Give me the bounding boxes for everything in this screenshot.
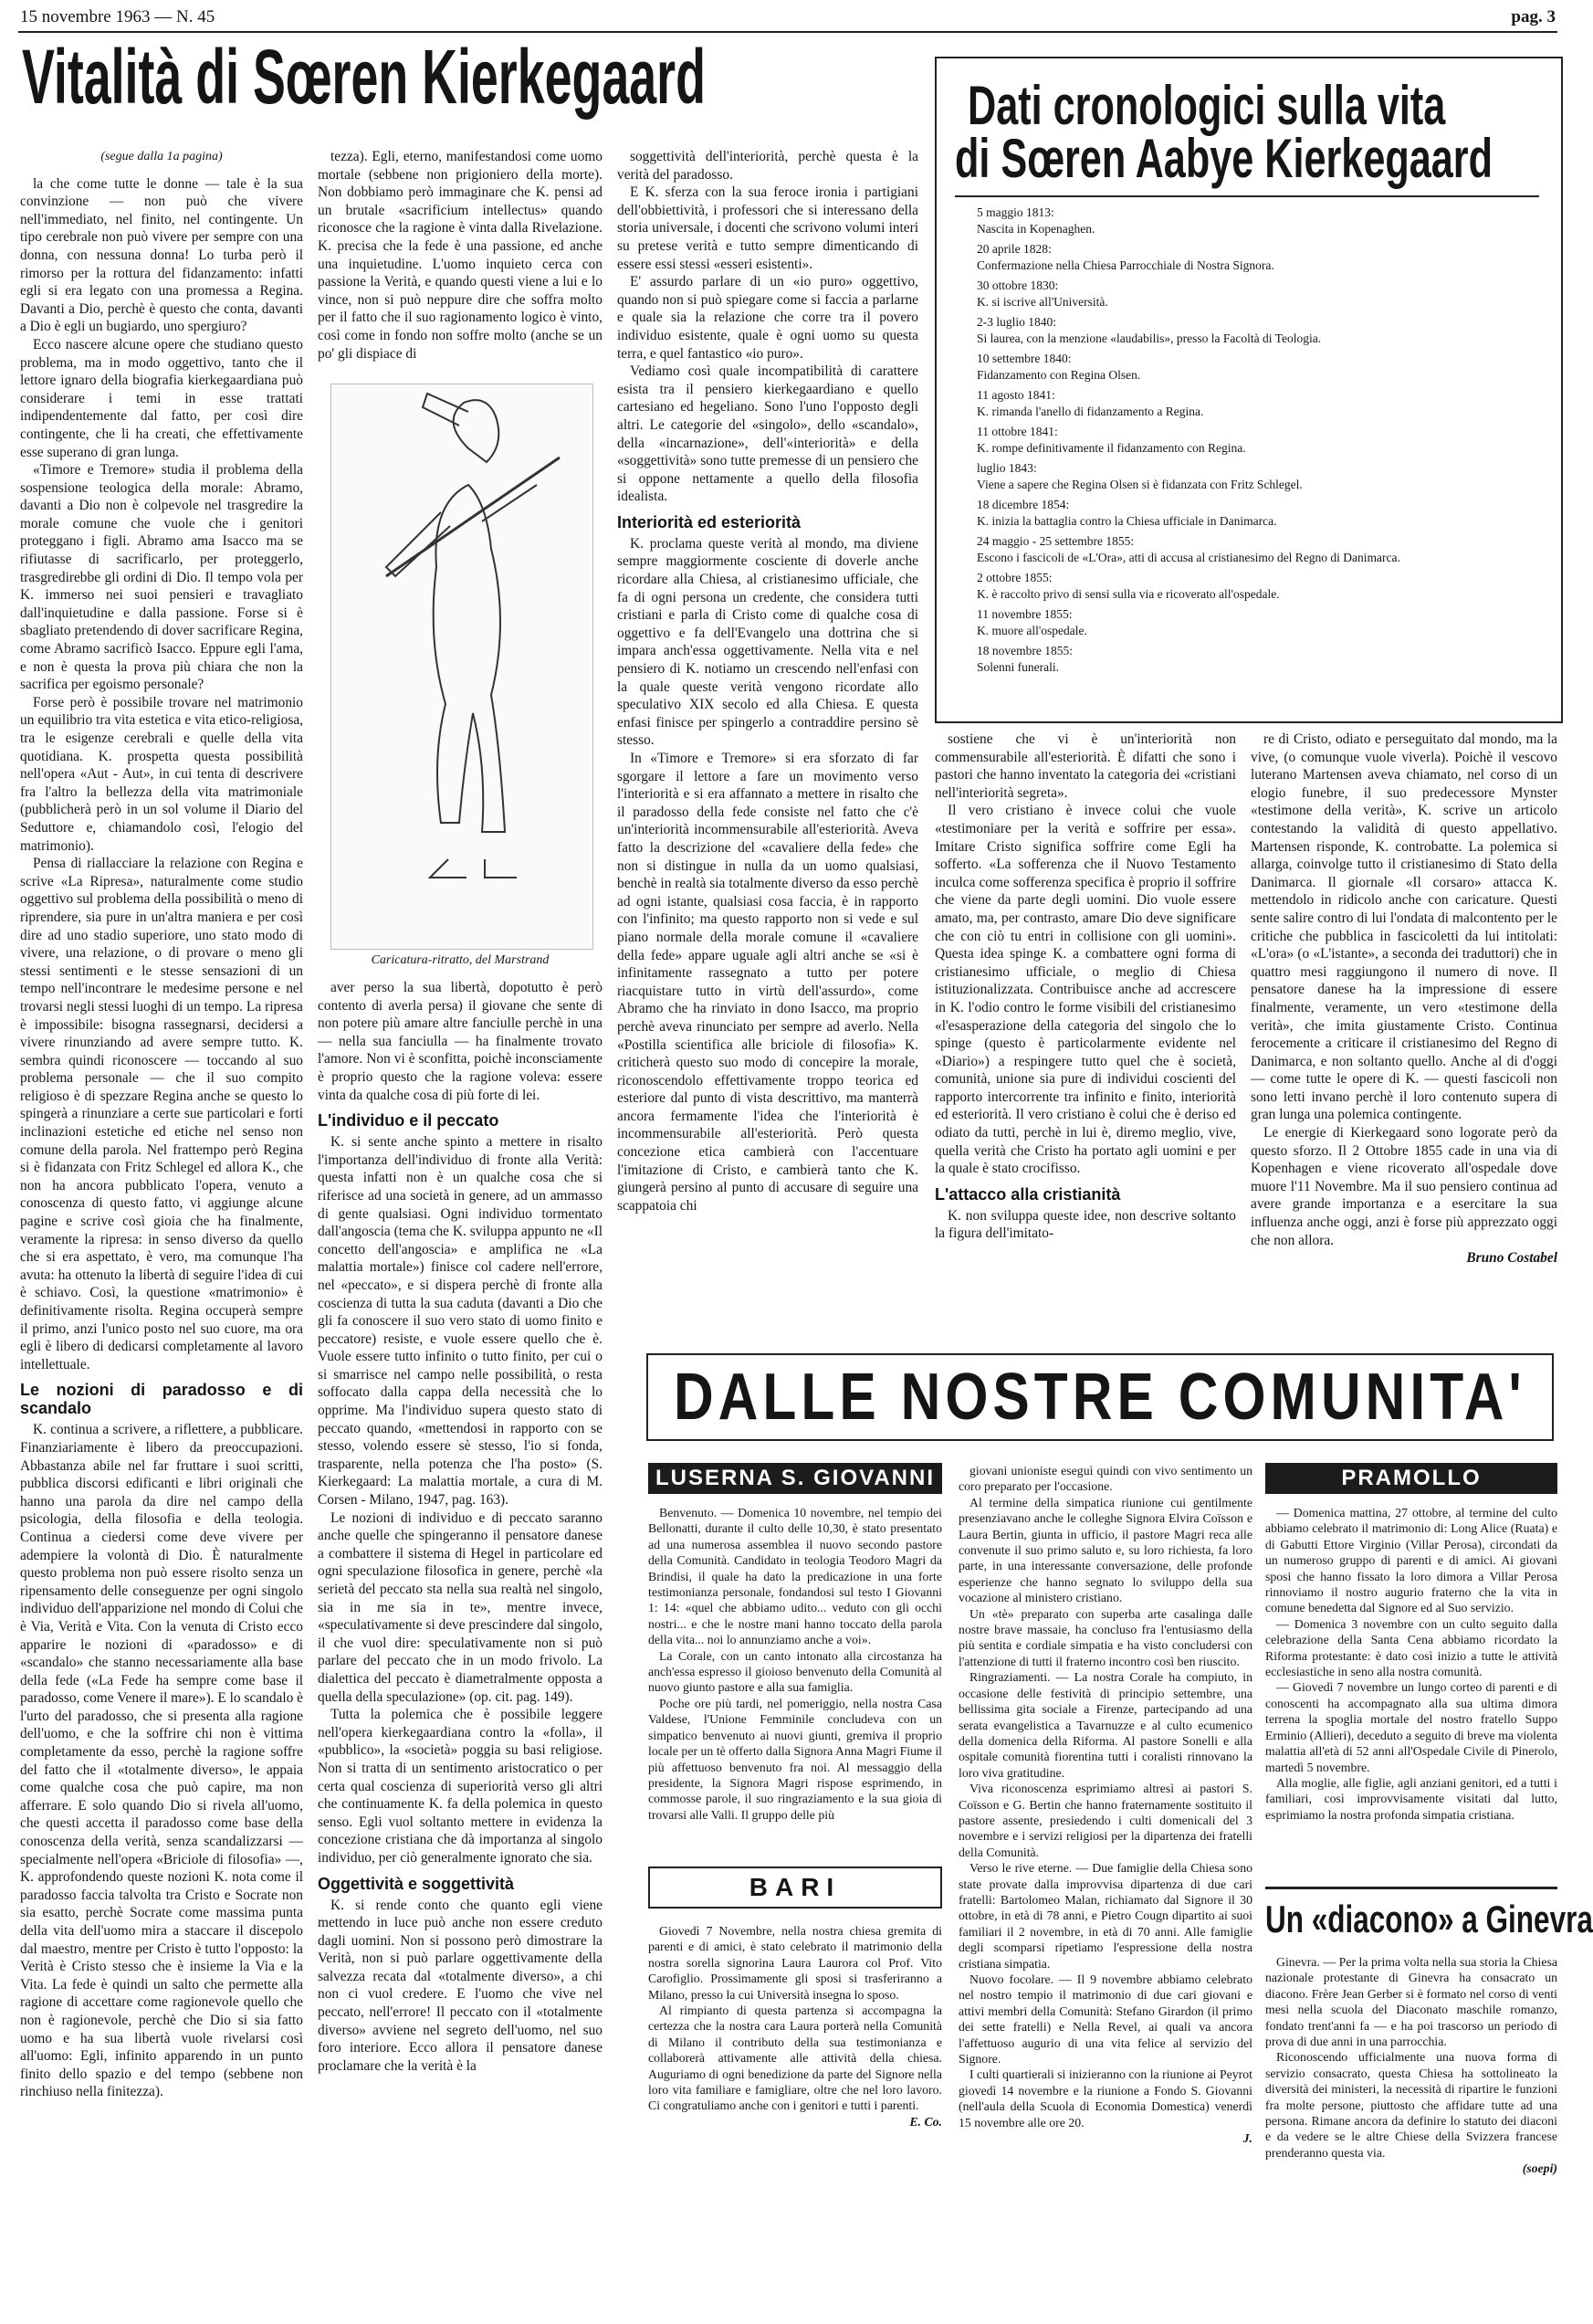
- article-paragraph: K. non sviluppa queste idee, non descrive soltanto la figura dell'imitato-: [935, 1207, 1236, 1242]
- article-paragraph: la che come tutte le donne — tale è la sua convinzione — non può che vivere nell'immediato, nel finito, nel contingente. Un tipo cerebrale non può vivere per sempre con una donna, con nessuna donna! Lo turba però il rimorso per la rottura del fidanzamento: infatti egli si era legato con una promessa a Regina. Davanti a Dio, perchè è questo che conta, davanti a Dio è egli un bugiardo, uno spergiuro?: [20, 175, 303, 335]
- article-paragraph: K. continua a scrivere, a riflettere, a pubblicare. Finanziariamente è libero da preoccupazioni. Abbastanza abile nel far fruttare i suoi scritti, pubblica discorsi edificanti e libri originali che hanno una parola da dire nel campo della psicologia, della filosofia e della teologia. Continua a ciedersi come deve vivere per adempiere la volontà di Dio. È naturalmente questo problema non può essere risolto senza un ripensamento delle conseguenze per ogni singolo individuo dell'apparizione nel mondo di Colui che è Via, Verità e Vita. Con la venuta di Cristo ecco apparire le nozioni di «paradosso» e di «scandalo» che stanno necessariamente alla base della fede («La Fede ha sempre come base il paradosso, come Venere il mare»). E lo scandalo è l'urto del paradosso, che si presenta alla ragione dell'uomo, e che la soffrire chi non è vittima completamente da esso, perchè la ragione soffre del fatto che il «totalmente diverso», le appaia come qualche cosa che può capire, ma non afferrare. E solo quando Dio si rivela all'uomo, che questi accetta il paradosso come base della conoscenza della verità, senza scandalizzarsi — specialmente nell'opera «Briciole di filosofia» —, K. approfondendo queste nozioni K. nota come il paradosso faccia talvolta tra Cristo e Socrate non sia esatto, perchè Socrate come massima punta della vita dell'uomo mira a staccare il discepolo dal maestro, mentre per Cristo è tutto l'opposto: la Verità è Cristo stesso che è insieme la Via e la Vita. La fede è quindi un salto che permette alla ragione di accettare come ragionevole quello che non è ragionevole, perchè che Dio si sia fatto uomo e ha sua libertà vuole rivelarsi così all'uomo: Egli, infinito apparendo in un punto finito dello spazio e del tempo (sebbene non rinchiuso nella finitezza).: [20, 1422, 303, 2100]
- page-number: pag. 3: [1511, 7, 1556, 26]
- chronology-date: 5 maggio 1813:: [977, 205, 1054, 219]
- chronology-text: Nascita in Kopenaghen.: [977, 222, 1095, 236]
- pramollo-title: PRAMOLLO: [1265, 1463, 1557, 1494]
- chronology-item: [959, 643, 1539, 676]
- news-paragraph: Un «tè» preparato con superba arte casalinga dalle nostre brave massaie, ha concluso fra l'entusiasmo della più sentita e cordiale simpatia e ha visto concludersi con l'attenzione di tutti il fraterno incontro così ben riuscito.: [959, 1606, 1252, 1668]
- article-column-1: [20, 148, 303, 2100]
- article-paragraph: In «Timore e Tremore» si era sforzato di far sgorgare il lettore a fare un movimento verso l'interiorità e si era affannato a mettere in risalto che il paradosso della fede consiste nel fatto che c'è un'interiorità incommensurabile all'esteriorità. Aveva fatto la descrizione del «cavaliere della fede» che non si distingue in nulla da un uomo qualsiasi, benchè in realtà sia totalmente diverso da esso perchè ad ogni istante, qualsiasi cosa faccia, è in rapporto con l'infinito; ma questo rapporto non si vede e sul piano normale della morale comune il «cavaliere della fede» appare uguale agli altri anche se «si è infinitamente rassegnato a tutto per potere riacquistare tutto in virtù dell'assurdo», come Abramo che ha rinviato in dono Isacco, ma proprio perchè aveva rinunciato per sempre ad averlo. Nella «Postilla scientifica alle briciole di filosofia» K. criticherà questo suo modo di concepire la morale, riconoscendolo effettivamente troppo teorica ed esteriore dal punto di vista descrittivo, ma manterrà ancora fermamente l'idea che l'interiorità è incommensurabile all'esteriorità. Però questa concezione etica cambierà con l'accentuare l'imitazione di Cristo, e cambierà tanto che K. giungerà persino al punto di accusare di seguire una scappatoia chi: [617, 751, 918, 1214]
- article-paragraph: Le energie di Kierkegaard sono logorate però da questo sforzo. Il 2 Ottobre 1855 cade in una via di Kopenhagen e viene ricoverato all'ospedale dove muore l'11 Novembre. Ma il suo pensiero continua ad avere grande importanza e a esercitare la sua influenza anche oggi, anzi è forse più apprezzato oggi che non allora.: [1251, 1125, 1557, 1248]
- article-paragraph: Vediamo così quale incompatibilità di carattere esista tra il pensiero kierkegaardiano e quello cartesiano ed hegeliano. Sono l'uno l'opposto degli altri. Le categorie del «singolo», dello «scandalo», della «incarnazione», dell'«interiorità» e della «soggettività» sono tutte premesse di un pensiero che si oppone nettamente a quello della filosofia idealista.: [617, 363, 918, 505]
- subheading-attacco: L'attacco alla cristianità: [935, 1184, 1121, 1204]
- chronology-item: [959, 460, 1539, 493]
- chronology-text: Confermazione nella Chiesa Parrocchiale di Nostra Signora.: [977, 258, 1274, 272]
- article-paragraph: E K. sferza con la sua feroce ironia i partigiani dell'obbiettività, i professori che si interessano della storia universale, i docenti che scrivono volumi interi su pretese verità e tutto sempre dimenticando di essere essi stessi «esseri esistenti».: [617, 184, 918, 272]
- article-paragraph: Il vero cristiano è invece colui che vuole «testimoniare per la verità e soffrire per essa». Imitare Cristo significa soffrire come Egli ha sofferto. «La sofferenza che il Nuovo Testamento inculca come sofferenza specifica è proprio il soffrire che viene da parte degli uomini. Dio vuole essere amato, ma, per contrasto, amare Dio deve significare che con ciò tu entri in collisione con gli uomini». Questa idea spinge K. a combattere ogni forma di cristianesimo ufficiale, o meglio di Chiesa istituzionalizzata. Contribuisce anche ad accrescere in K. l'odio contro le forme visibili del cristianesimo «l'esasperazione della categoria del singolo che lo spinge (questo è particolarmente evidente nel «Diario») a respingere tutto quel che è società, comunità, unione sia pure di individui coscienti del rapporto intercorrente tra infinito e finito, interiorità ed esteriorità. Il vero cristiano è colui che è deriso ed odiato da tutti, perchè in lui è, diremo meglio, vive, quella verità che Cristo ha portato agli uomini e per la quale è stato crocifisso.: [935, 803, 1236, 1177]
- chronology-title-1: Dati cronologici sulla vita: [968, 75, 1446, 136]
- chronology-rule: [955, 195, 1539, 197]
- bari-column: [648, 1923, 942, 2307]
- news-paragraph: La Corale, con un canto intonato alla circostanza ha anch'essa espresso il gioioso benvenuto della Comunità al nuovo giunto pastore e alla sua famiglia.: [648, 1648, 942, 1695]
- bari-signature: E. Co.: [909, 2114, 942, 2129]
- ginevra-signature: (soepi): [1522, 2161, 1557, 2176]
- article-column-2-bottom: [318, 979, 603, 2074]
- chronology-date: 18 novembre 1855:: [977, 644, 1073, 657]
- article-column-2-top: [318, 148, 603, 381]
- issue-date: 15 novembre 1963 — N. 45: [20, 7, 215, 26]
- article-paragraph: Pensa di riallacciare la relazione con Regina e scrive «La Ripresa», naturalmente come studio oggettivo sul problema della possibilità o meno di riprendere, sia pure in un'altra maniera e per così dire ad uno stadio superiore, uno stato modo di vivere, una relazione, o di provare o meno gli stessi sentimenti e le stesse sensazioni di un tempo nell'incontrare le medesime persone e nel trovarsi negli stessi luoghi di un tempo. La ripresa è impossibile: bisogna rassegnarsi, decidersi a vivere rinunziando ad avere sempre tutto. K. sembra quindi riconoscere — toccando al suo problema personale — che il suo compito religioso è di spezzare Regina anche se questo lo spingerà a rinunziare a certe sue particolari e forti inclinazioni estetiche ed etiche nel senso non comune della parola. Nel frattempo però Regina si è fidanzata con Fritz Schlegel ed allora K., che non ha ancora pubblicato l'opera, venuto a conoscenza di questo fatto, vi aggiunge alcune pagine e scrive così gioia che ha finalmente, veramente la ripresa: in senso diverso da quello che si era aspettato, è vero, ma comunque l'ha avuta: ha ottenuto la libertà di seguire l'idea di cui è schiavo. Così, la questione «matrimonio» è definitivamente risolta. Regina occuperà sempre il primo, anzi l'unico posto nel suo cuore, ma ora egli è libero di dedicarsi completamente al lavoro intellettuale.: [20, 856, 303, 1372]
- subheading-individuo: L'individuo e il peccato: [318, 1111, 499, 1130]
- chronology-date: 20 aprile 1828:: [977, 242, 1052, 256]
- middle-signature: J.: [1242, 2131, 1252, 2146]
- article-paragraph: Le nozioni di individuo e di peccato saranno anche quelle che spingeranno il pensatore danese a combattere il sistema di Hegel in particolare ed ogni speculazione filosofica in genere, perchè «la serietà del peccato sta nella sua realtà nel singolo, sia in me sia in te», mentre invece, «speculativamente si deve prescindere dal singolo, il che vuol dire: speculativamente non si può parlare del peccato che in un modo frivolo. La dialettica del peccato è diametralmente opposta a quella della speculazione» (op. cit. pag. 149).: [318, 1509, 603, 1705]
- chronology-text: K. si iscrive all'Università.: [977, 295, 1108, 309]
- news-paragraph: giovani unioniste eseguì quindi con vivo sentimento un coro preparato per l'occasione.: [959, 1464, 1252, 1494]
- chronology-text: Escono i fascicoli de «L'Ora», atti di accusa al cristianesimo del Regno di Danimarca.: [977, 551, 1400, 564]
- luserna-column: [648, 1505, 942, 1843]
- ginevra-title: Un «diacono» a Ginevra: [1265, 1898, 1593, 1940]
- chronology-date: 11 agosto 1841:: [977, 388, 1055, 402]
- subheading-interiorita: Interiorità ed esteriorità: [617, 512, 802, 531]
- chronology-box: [935, 57, 1563, 723]
- news-paragraph: Alla moglie, alle figlie, agli anziani genitori, ed a tutti i familiari, così improvvisamente visitati dal lutto, esprimiamo la nostra profonda simpatia cristiana.: [1265, 1775, 1557, 1822]
- chronology-item: [959, 278, 1539, 310]
- chronology-date: 2-3 luglio 1840:: [977, 315, 1056, 329]
- article-paragraph: sostiene che vi è un'interiorità non commensurabile all'esteriorità. È difatti che sono i pastori che hanno inventato la categoria dei «cristiani nell'interiorità segreta».: [935, 731, 1236, 801]
- news-paragraph: Ginevra. — Per la prima volta nella sua storia la Chiesa nazionale protestante di Ginevra ha consacrato un diacono. Frère Jean Gerber si è formato nel corso di venti mesi nella scuola del Diaconato maschile romanzo, fondato trent'anni fa — e ha poi trascorso un periodo di prova di due anni in una parrocchia.: [1265, 1955, 1557, 2049]
- communities-banner: DALLE NOSTRE COMUNITA': [674, 1361, 1526, 1434]
- news-paragraph: Poche ore più tardi, nel pomeriggio, nella nostra Casa Valdese, l'Unione Femminile concludeva con un simpatico benvenuto ai nuovi giunti, gremiva il proprio locale per un tè offerto dalla Signora Anna Magri Fiume il più affettuoso benvenuto fra noi. Al messaggio della presidente, la Signora Magri rispose esprimendo, in commosse parole, il suo ringraziamento e la sua gioia di trovarsi alle Valli. Il gruppo delle più: [648, 1696, 942, 1822]
- ginevra-column: [1265, 1954, 1557, 2310]
- chronology-item: [959, 351, 1539, 384]
- article-paragraph: tezza). Egli, eterno, manifestandosi come uomo mortale (sebbene non prigioniero della morte). Non dobbiamo però immaginare che K. pensi ad un brutale «sacrificium intellectus» quando riconosce che la ragione è vinta dalla Rivelazione. K. precisa che la fede è una passione, ed anche una inquietudine. L'uomo inquieto cerca con passione la Verità, e quando questi viene a lui e lo vince, non si può neppure dire che soffra molto per il fatto che il suo ragionamento logico è vinto, così come in fondo non soffre molto (anche se un po' gli dispiace di: [318, 149, 603, 362]
- article-column-3: [617, 148, 918, 1285]
- pramollo-column: [1265, 1505, 1557, 1879]
- article-paragraph: K. si sente anche spinto a mettere in risalto l'importanza dell'individuo di fronte alla Verità: questa infatti non è un qualche cosa che si riferisce ad una società in genere, ad un ammasso di gente qualsiasi. Ogni individuo tormentato dall'angoscia (tema che K. sviluppa appunto ne «Il concetto dell'angoscia» e amplifica ne «La malattia mortale») finisce col cadere nell'errore, nel «peccato», e si dispera perchè di fronte alla coscienza di tutta la sua caduta (davanti a Dio che gli fa conoscere il suo vero stato di uomo finito e peccatore) resiste, e vuole essere quello che è. Vuole essere tutto infinito o tutto finito, per cui o si smarrisce nel campo nelle possibilità, o resta soffocato dalla cappa della necessità che lo opprime. Ma l'individuo supera questo stato di peccato quando, «mettendosi in rapporto con se stesso, volendo essere sè stesso, l'io si fonda, trasparente, nella potenza che l'ha posto» (S. Kierkegaard: La malattia mortale, a cura di M. Corsen - Milano, 1947, pag. 163).: [318, 1134, 603, 1509]
- chronology-item: [959, 533, 1539, 566]
- bari-title: BARI: [648, 1867, 942, 1909]
- news-paragraph: Viva riconoscenza esprimiamo altresì ai pastori S. Coïsson e G. Bertin che hanno fraternamente sostituito il pastore assente, presiedendo i culti domenicali del 3 novembre e i servizi religiosi per la dipartenza dei fratelli della Comunità.: [959, 1782, 1252, 1859]
- section-rule: [1265, 1887, 1557, 1889]
- article-paragraph: «Timore e Tremore» studia il problema della sospensione teologica della morale: Abramo, davanti a Dio non è colpevole nel trasgredire la morale comune che vuole che i genitori proteggano i figli. Abramo ama Isacco ma se rifiutasse di sacrificarlo, per proteggerlo, trasgredirebbe gli ordini di Dio. Il tempo vola per K. immerso nei suoi pensieri e travagliato dall'inquietudine e dalla passione. Forse si è sbagliato pretendendo di dover sacrificare Regina, come Abramo sacrificò Isacco. Eppure egli l'ama, e non è questa la prova più chiara che non la sacrifica per egoismo personale?: [20, 462, 303, 693]
- chronology-date: 18 dicembre 1854:: [977, 498, 1070, 511]
- chronology-item: [959, 387, 1539, 420]
- chronology-text: K. muore all'ospedale.: [977, 624, 1087, 637]
- chronology-date: 11 novembre 1855:: [977, 607, 1073, 621]
- chronology-text: K. rompe definitivamente il fidanzamento con Regina.: [977, 441, 1246, 455]
- chronology-text: K. inizia la battaglia contro la Chiesa ufficiale in Danimarca.: [977, 514, 1277, 528]
- chronology-item: [959, 570, 1539, 603]
- subheading-paradosso: Le nozioni di paradosso e di scandalo: [20, 1381, 303, 1418]
- news-paragraph: Al rimpianto di questa partenza si accompagna la certezza che la nostra cara Laura porterà nella Comunità di Milano il contributo della sua testimonianza e collaborerà attivamente alle attività della chiesa. Auguriamo di ogni benedizione da parte del Signore nella loro vita familiare e famigliare, oltre che nel loro lavoro. Ci congratuliamo anche con i genitori e tutti i parenti.: [648, 2003, 942, 2113]
- article-paragraph: Tutta la polemica che è possibile leggere nell'opera kierkegaardiana contro la «folla», il «pubblico», la «società» poggia su basi religiose. Non si tratta di un sentimento aristocratico o per certa qual coscienza di superiorità verso gli altri che continuamente K. fa della polemica in questo senso. Egli vuol soltanto mettere in evidenza la concezione cristiana che dà importanza al singolo individuo, per ciò generalmente ignorato che sia.: [318, 1707, 603, 1866]
- article-paragraph: K. proclama queste verità al mondo, ma diviene sempre maggiormente cosciente di doverle anche ricordare alla Chiesa, al cristianesimo ufficiale, che fa di ogni persona un credente, che considera tutti cristiani e parla di Cristo come di qualche cosa di oggettivo e fa dell'Evangelo una dottrina che si impara anch'essa oggettivamente. Nella vita e nel pensiero di K. notiamo un crescendo nell'enfasi con la quale queste verità vengono ricordate allo speculativo XIX secolo ed alla Chiesa. E questa enfasi finisce per spingerlo a contraddire persino sè stesso.: [617, 535, 918, 749]
- news-paragraph: Riconoscendo ufficialmente una nuova forma di servizio consacrato, questa Chiesa ha sottolineato la diversità dei ministeri, la necessità di ripartire le funzioni fra molte persone, piuttosto che affidare tutte ad una persona. Rimane ancora da definire lo statuto dei diaconi e da vedere se le altre Chiese della Svizzera francese prenderanno questa via.: [1265, 2050, 1557, 2160]
- luserna-title: LUSERNA S. GIOVANNI: [648, 1463, 942, 1494]
- figure-caption: Caricatura-ritratto, del Marstrand: [371, 953, 550, 967]
- article-paragraph: Ecco nascere alcune opere che studiano questo problema, ma in modo oggettivo, tanto che il lettore ignaro della biografia kierkegaardiana può considerare i temi in esse trattati indipendentemente dal fatto, per così dire contingente, che li ha creati, che effettivamente esse superano di gran lunga.: [20, 336, 303, 460]
- chronology-date: 24 maggio - 25 settembre 1855:: [977, 534, 1135, 548]
- chronology-text: Viene a sapere che Regina Olsen si è fidanzata con Fritz Schlegel.: [977, 478, 1303, 491]
- news-paragraph: Giovedì 7 Novembre, nella nostra chiesa gremita di parenti e di amici, è stato celebrato il matrimonio della nostra sorella signorina Laura Laurora col Prof. Vito Carofiglio. Prossimamente gli sposi si trasferiranno a Milano, presso la cui Università insegna lo sposo.: [648, 1924, 942, 2002]
- chronology-text: Fidanzamento con Regina Olsen.: [977, 368, 1141, 382]
- news-paragraph: Benvenuto. — Domenica 10 novembre, nel tempio dei Bellonatti, durante il culto delle 10,30, è stato presentato ad una numerosa assemblea il nuovo secondo pastore della Comunità. Candidato in teologia Teodoro Magri da Brindisi, il quale ha dato la predicazione in una forte testimonianza personale, fondandosi sul testo I Giovanni 1: 14: «quel che abbiamo udito... veduto con gli occhi nostri... e che le nostre mani hanno toccato della parola della vita... noi lo annunziamo anche a voi».: [648, 1506, 942, 1647]
- article-paragraph: Forse però è possibile trovare nel matrimonio un equilibrio tra vita estetica e vita etico-religiosa, tra le esigenze cerebrali e quelle della vita quotidiana. K. prospetta questa possibilità nell'opera «Aut - Aut», in cui tenta di descrivere fra l'altro la bellezza della vita matrimoniale (pubblicherà però in un sol volume il Diario del Seduttore e, chiamandolo così, l'elogio del matrimonio).: [20, 694, 303, 854]
- chronology-item: [959, 241, 1539, 274]
- chronology-item: [959, 314, 1539, 347]
- article-column-4: [935, 731, 1236, 1285]
- chronology-text: Si laurea, con la menzione «laudabilis», presso la Facoltà di Teologia.: [977, 331, 1322, 345]
- chronology-text: K. è raccolto privo di sensi sulla via e ricoverato all'ospedale.: [977, 587, 1280, 601]
- continued-note: (segue dalla 1a pagina): [100, 150, 223, 163]
- header-rule: [18, 31, 1557, 33]
- news-paragraph: I culti quartierali si inizieranno con la riunione ai Peyrot giovedì 14 novembre e la riunione a Fondo S. Giovanni (nell'aula della Scuola di Economia Domestica) venerdì 15 novembre alle ore 20.: [959, 2067, 1252, 2129]
- chronology-item: [959, 606, 1539, 639]
- caricature-figure: [330, 384, 593, 950]
- news-paragraph: — Giovedì 7 novembre un lungo corteo di parenti e di conoscenti ha accompagnato alla sua ultima dimora terrena la spoglia mortale del nostro fratello Suppo Erminio (Allieri), deceduto a seguito di breve ma violenta malattia all'età di 52 anni all'Ospedale Civile di Pinerolo, martedì 5 novembre.: [1265, 1680, 1557, 1774]
- chronology-text: K. rimanda l'anello di fidanzamento a Regina.: [977, 405, 1204, 418]
- article-paragraph: K. si rende conto che quanto egli viene mettendo in luce può anche non essere creduto dagli uomini. Non si possono però dimostrare la Verità, non si può parlare oggettivamente della salvezza recata dal «totalmente diverso», a chi non ci vuol credere. E l'uomo che vive nel peccato, nell'errore! Il peccato con il «totalmente diverso» avviene nel segreto dell'uomo, nel suo foro interiore. Ecco allora il pensatore danese proclamare che la verità è la: [318, 1897, 603, 2074]
- middle-column: [959, 1463, 1252, 2303]
- chronology-item: [959, 424, 1539, 457]
- kierkegaard-caricature-icon: [331, 384, 592, 949]
- chronology-date: 10 settembre 1840:: [977, 352, 1072, 365]
- author-signature: Bruno Costabel: [1466, 1250, 1557, 1267]
- news-paragraph: Nuovo focolare. — Il 9 novembre abbiamo celebrato nel nostro tempio il matrimonio di due cari giovani e attivi membri della Comunità: Stefano Girardon (il primo dei sette fratelli) e Nella Revel, ai quali va ancora l'affettuoso augurio di una vita felice al servizio del Signore.: [959, 1972, 1252, 2066]
- news-paragraph: — Domenica 3 novembre con un culto seguito dalla celebrazione della Santa Cena abbiamo ricordato la Riforma protestante: è dato così inizio a tutte le attività ecclesiastiche in seno alla nostra comunità.: [1265, 1616, 1557, 1679]
- subheading-oggettivita: Oggettività e soggettività: [318, 1874, 515, 1893]
- communities-banner-box: [646, 1353, 1554, 1441]
- chronology-date: 2 ottobre 1855:: [977, 571, 1053, 584]
- news-paragraph: Al termine della simpatica riunione cui gentilmente presenziavano anche le colleghe Signora Elvira Coïsson e Laura Bertin, giunta in ufficio, il pastore Magri reca alle convenute il suo primo saluto e, su loro richiesta, fa loro parte, in una interessante conversazione, delle profonde esperienze che hanno segnato lo sviluppo della sua vocazione al ministero cristiano.: [959, 1495, 1252, 1605]
- main-headline: Vitalità di Sœren Kierkegaard: [22, 34, 706, 120]
- chronology-title-2: di Sœren Aabye Kierkegaard: [955, 128, 1493, 189]
- article-paragraph: re di Cristo, odiato e perseguitato dal mondo, ma la vive, (o comunque vuole viverla). Poichè il vescovo luterano Martensen aveva chiamato, nel corso di un elogio funebre, il suo predecessore Mynster «testimone della verità», K. scrive un articolo contestando la validità di questo appellativo. Martensen risponde, K. controbatte. La polemica si allarga, coinvolge tutto il cristianesimo di Stato della Danimarca. Il giornale «Il corsaro» attacca K. mettendolo in ridicolo anche con caricature. Questi sente salire contro di lui l'ondata di malcontento per le critiche che pubblica in fascicoletti da lui intitolati: «L'ora» (o «L'istante», a seconda dei traduttori) che in quattro mesi raggiungono il numero di nove. Il pensatore danese ha la impressione di essere finalmente, veramente, un vero «testimone della verità», che imita giustamente Cristo. Continua ferocemente a criticare il cristianesimo del Regno di Danimarca, e non soltanto quello. Anche al di d'oggi — come tutte le opere di K. — questi fascicoli non sono letti invano perchè il loro contenuto supera di gran lunga una polemica contingente.: [1251, 731, 1557, 1123]
- news-paragraph: Verso le rive eterne. — Due famiglie della Chiesa sono state provate dalla improvvisa dipartenza di due cari fratelli: Bartolomeo Malan, richiamato dal Signore il 30 ottobre, in età di 78 anni, e Pietro Cougn dipartito ai suoi familiari il 2 novembre, in età di 70 anni. Alle famiglie degli scomparsi ripetiamo l'espressione della nostra cristiana simpatia.: [959, 1861, 1252, 1971]
- article-paragraph: soggettività dell'interiorità, perchè questa è la verità del paradosso.: [617, 149, 918, 183]
- chronology-list: [959, 205, 1539, 679]
- article-column-5: [1251, 731, 1557, 1285]
- news-paragraph: Ringraziamenti. — La nostra Corale ha compiuto, in occasione delle festività di principio settembre, una bellissima gita sociale a Firenze, partecipando ad una serata evangelistica a Tavarnuzze e al culto ecumenico della domenica della Riforma. Al pastore Sonelli e alla ospitale comunità fiorentina tutti i coralisti rinnovano la loro viva gratitudine.: [959, 1670, 1252, 1780]
- chronology-date: 30 ottobre 1830:: [977, 279, 1059, 292]
- article-paragraph: aver perso la sua libertà, dopotutto è però contento di averla persa) il giovane che sente di non potere più amare altre fanciulle perchè in una — nella sua fanciulla — ha finalmente trovato l'amore. Non vi è sconfitta, poichè inconsciamente è proprio questo che la ragione voleva: essere vinta da qualche cosa di più forte di lei.: [318, 980, 603, 1103]
- news-paragraph: — Domenica mattina, 27 ottobre, al termine del culto abbiamo celebrato il matrimonio di: Long Alice (Ruata) e di Gabutti Ettore Virginio (Villar Perosa), circondati da un numeroso gruppo di parenti e di amici. Ai giovani sposi che hanno fissato la loro dimora a Villar Perosa rinnoviamo il nostro augurio fraterno che la vita in comune benedetta dal Signore ed al Suo servizio.: [1265, 1506, 1557, 1615]
- chronology-date: luglio 1843:: [977, 461, 1037, 475]
- chronology-date: 11 ottobre 1841:: [977, 425, 1058, 438]
- chronology-item: [959, 205, 1539, 237]
- chronology-item: [959, 497, 1539, 530]
- article-paragraph: E' assurdo parlare di un «io puro» oggettivo, quando non si può spiegare come si faccia a parlarne e quale sia la relazione che corre tra il povero individuo esistente, quale è ogni uomo su questa terra, e quel fantastico «io puro».: [617, 274, 918, 362]
- chronology-text: Solenni funerali.: [977, 660, 1059, 674]
